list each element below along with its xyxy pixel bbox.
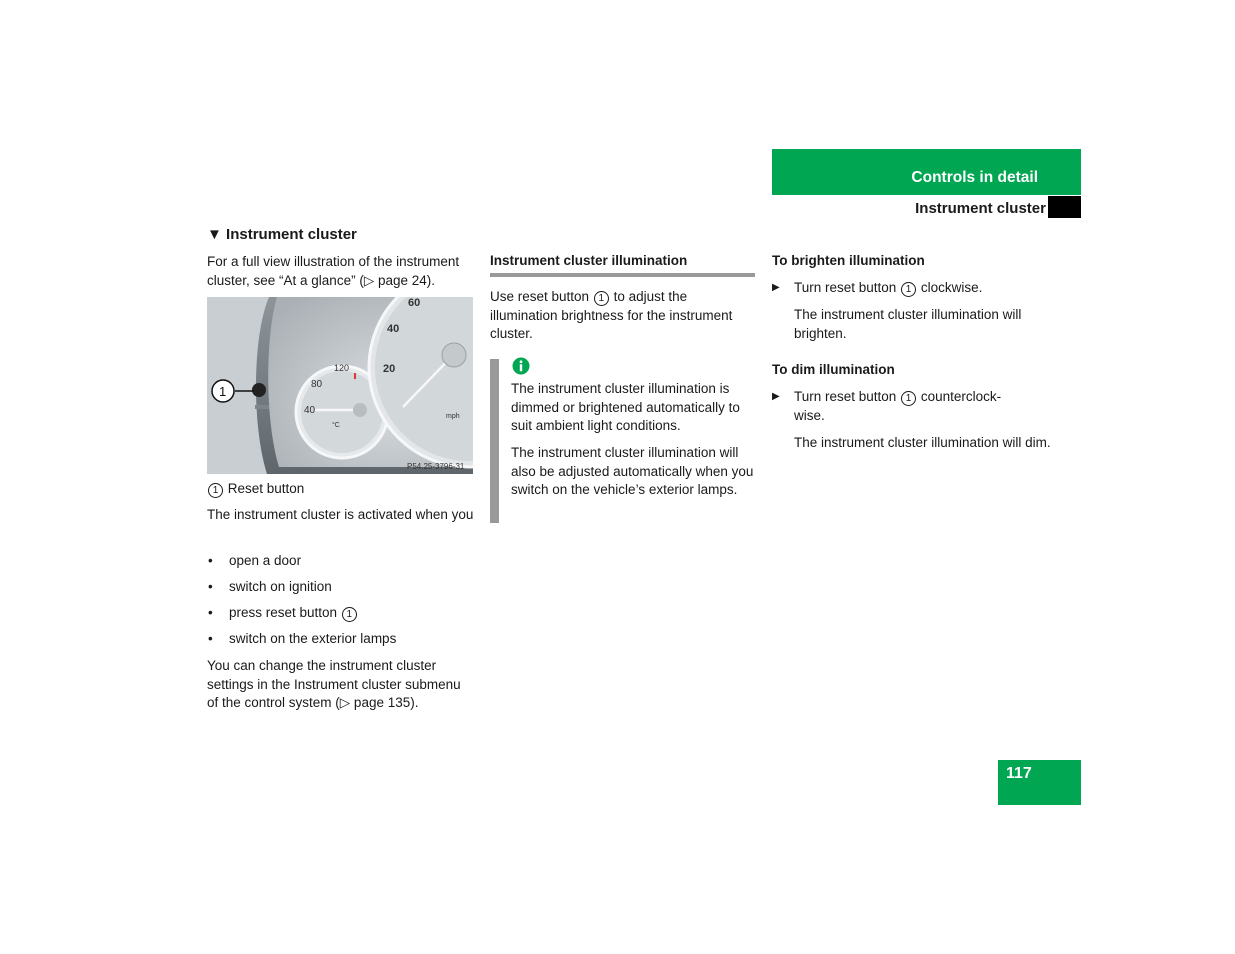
- page-number: 117: [1006, 765, 1032, 782]
- note-paragraph: The instrument cluster illumination is dimmed or brightened automatically to suit ambient light conditions.: [511, 381, 740, 433]
- bullet-icon: •: [208, 553, 213, 568]
- callout-number-icon: 1: [594, 291, 609, 306]
- info-icon: [512, 357, 530, 375]
- figure-caption: [207, 480, 475, 499]
- subsection-title: Instrument cluster: [915, 200, 1046, 217]
- temp-label-120: 120: [334, 363, 350, 373]
- list-item-text: switch on the exterior lamps: [229, 631, 397, 646]
- note-paragraph: The instrument cluster illumination will also be adjusted automatically when you switch on the vehicle’s exterior lamps.: [511, 445, 754, 497]
- dim-step: [772, 388, 1052, 428]
- settings-paragraph: You can change the instrument cluster settings in the Instrument cluster submenu of the control system (▷ page 135).: [207, 658, 461, 710]
- illumination-paragraph: Use reset button 1 to adjust the illumination brightness for the instrument cluster.: [490, 289, 733, 341]
- step-text: Turn reset button 1 clockwise.: [794, 280, 983, 295]
- speed-label-20: 20: [383, 363, 396, 375]
- header-tab-marker: [1048, 196, 1081, 218]
- caption-text: Reset button: [227, 481, 305, 496]
- bullet-icon: •: [208, 605, 213, 620]
- bullet-icon: •: [208, 631, 213, 646]
- list-item-text: switch on ignition: [229, 579, 332, 594]
- page-title-text: Instrument cluster: [226, 226, 357, 243]
- brighten-step: [772, 279, 1052, 299]
- callout-number-icon: 1: [208, 483, 223, 498]
- brighten-result: The instrument cluster illumination will brighten.: [794, 307, 1022, 341]
- temp-label-40: 40: [304, 405, 316, 416]
- section-header: [772, 149, 1081, 195]
- triangle-down-icon: ▼: [207, 226, 222, 243]
- speed-label-60: 60: [408, 297, 421, 309]
- mph-label: mph: [446, 413, 460, 420]
- page-title: [207, 226, 357, 243]
- callout-number-icon: 1: [342, 607, 357, 622]
- figure-code: P54.25-3796-31: [407, 462, 465, 471]
- page-number-box: [998, 760, 1081, 805]
- step-text: Turn reset button 1 counterclock-wise.: [794, 389, 1002, 423]
- illumination-heading: Instrument cluster illumination: [490, 253, 688, 268]
- step-arrow-icon: ▶: [772, 282, 780, 293]
- temp-label-80: 80: [311, 379, 323, 390]
- celsius-label: °C: [332, 422, 340, 429]
- instrument-cluster-figure: [207, 297, 473, 474]
- list-item-text: press reset button 1: [229, 604, 358, 623]
- callout-number: 1: [219, 384, 227, 399]
- section-title: Controls in detail: [911, 169, 1038, 186]
- dim-result: The instrument cluster illumination will dim.: [794, 435, 1051, 450]
- note-sidebar: [490, 359, 499, 523]
- activation-paragraph: The instrument cluster is activated when you: [207, 507, 474, 522]
- callout-number-icon: 1: [901, 391, 916, 406]
- intro-paragraph: For a full view illustration of the instrument cluster, see “At a glance” (▷ page 24).: [207, 254, 460, 288]
- heading-rule: [490, 273, 755, 277]
- step-arrow-icon: ▶: [772, 391, 780, 402]
- bullet-icon: •: [208, 579, 213, 594]
- dim-heading: To dim illumination: [772, 362, 895, 377]
- brighten-heading: To brighten illumination: [772, 253, 925, 268]
- speed-label-40: 40: [387, 323, 400, 335]
- callout-number-icon: 1: [901, 282, 916, 297]
- list-item-text: open a door: [229, 553, 302, 568]
